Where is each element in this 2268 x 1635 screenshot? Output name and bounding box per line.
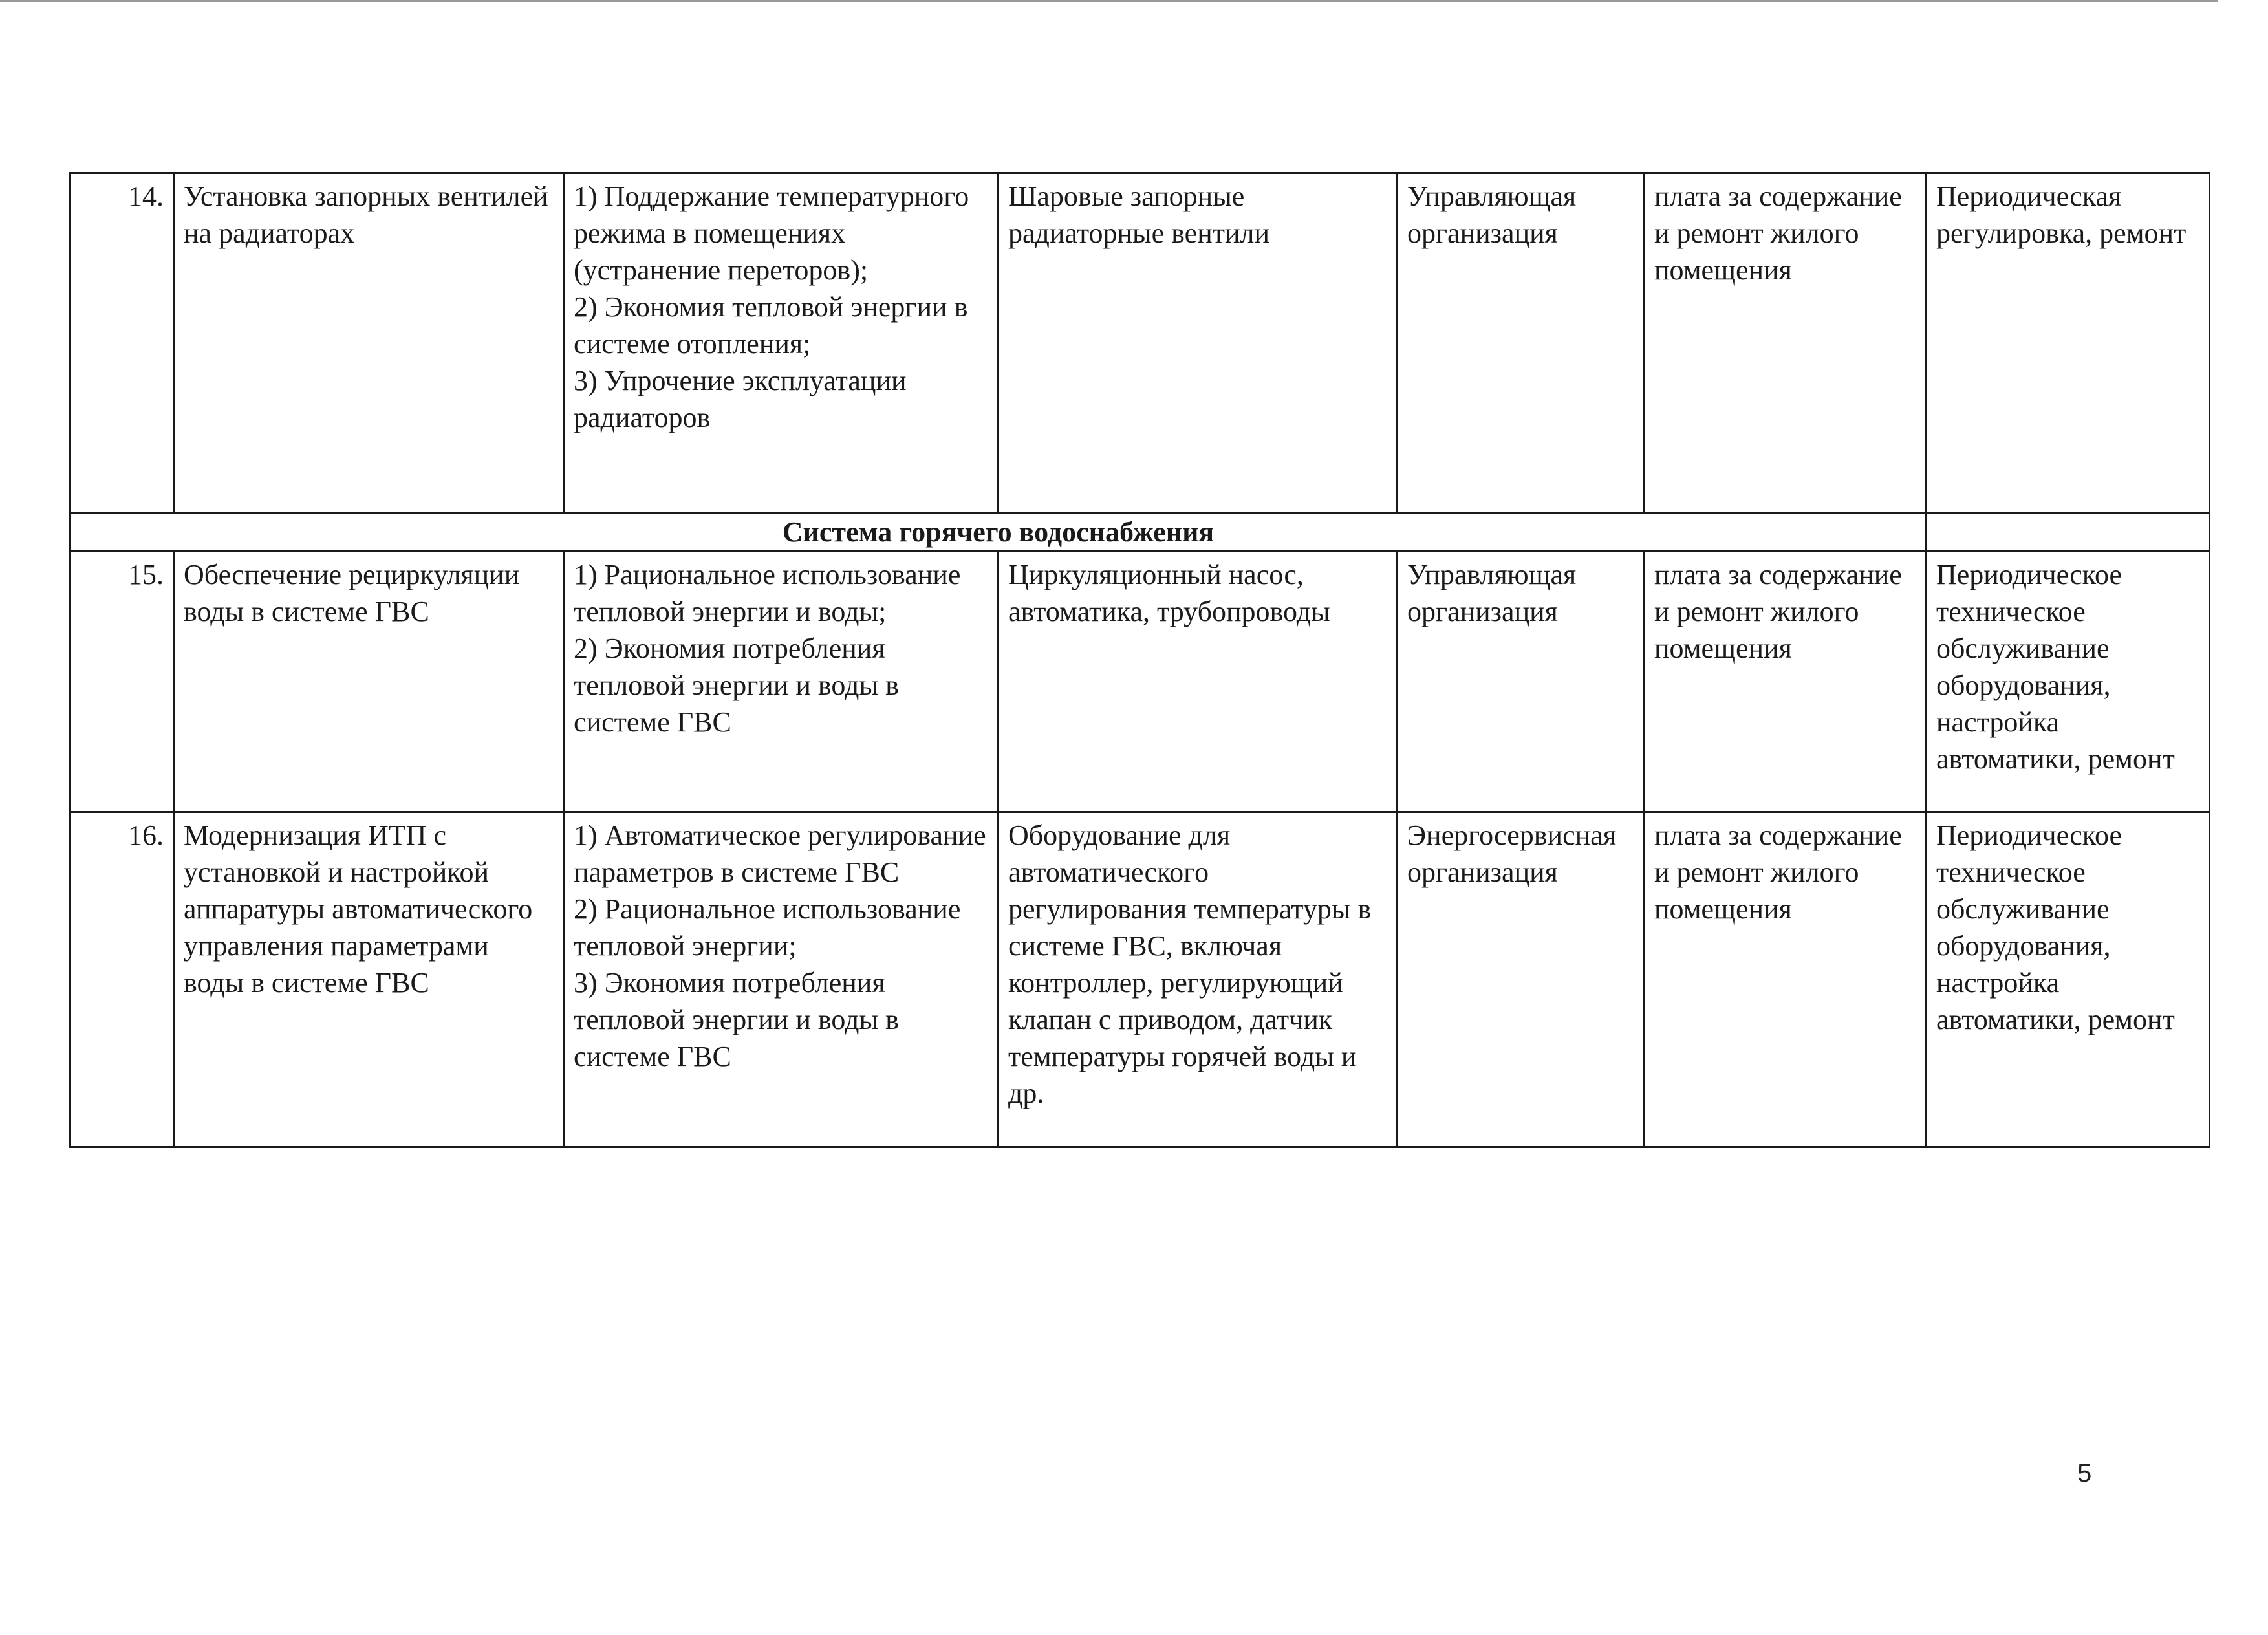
- row-number: 15.: [70, 552, 174, 812]
- row-number: 16.: [70, 812, 174, 1147]
- purpose-item: 2) Экономия тепловой энергии в системе отопления;: [574, 291, 968, 360]
- service-cell: Периодическая регулировка, ремонт: [1927, 173, 2210, 513]
- equipment-cell: Шаровые запорные радиаторные вентили: [999, 173, 1398, 513]
- section-title: Система горячего водоснабжения: [70, 513, 1927, 552]
- equipment-cell: Оборудование для автоматического регулирования температуры в системе ГВС, включая контроллер, регулирующий клапан с приводом, датчик температуры горячей воды и др.: [999, 812, 1398, 1147]
- measures-table: [69, 172, 2210, 1148]
- purpose-item: 2) Рациональное использование тепловой энергии;: [574, 893, 961, 962]
- table-row: [70, 812, 2210, 1147]
- scan-edge: [0, 0, 2218, 2]
- page-number: 5: [2077, 1459, 2092, 1488]
- measure-cell: Установка запорных вентилей на радиаторах: [174, 173, 564, 513]
- funding-cell: плата за содержание и ремонт жилого помещения: [1645, 173, 1927, 513]
- row-number: 14.: [70, 173, 174, 513]
- measure-cell: Обеспечение рециркуляции воды в системе ГВС: [174, 552, 564, 812]
- purpose-item: 1) Поддержание температурного режима в помещениях (устранение перетоpов);: [574, 180, 969, 286]
- purpose-cell: [564, 812, 999, 1147]
- executor-cell: Управляющая организация: [1398, 552, 1645, 812]
- section-empty-cell: [1927, 513, 2210, 552]
- purpose-cell: [564, 173, 999, 513]
- funding-cell: плата за содержание и ремонт жилого помещения: [1645, 552, 1927, 812]
- purpose-item: 3) Экономия потребления тепловой энергии и воды в системе ГВС: [574, 967, 899, 1072]
- funding-cell: плата за содержание и ремонт жилого помещения: [1645, 812, 1927, 1147]
- measure-cell: Модернизация ИТП с установкой и настройкой аппаратуры автоматического управления параметрами воды в системе ГВС: [174, 812, 564, 1147]
- equipment-cell: Циркуляционный насос, автоматика, трубопроводы: [999, 552, 1398, 812]
- purpose-item: 2) Экономия потребления тепловой энергии и воды в системе ГВС: [574, 633, 899, 738]
- table-row: [70, 552, 2210, 812]
- purpose-item: 1) Автоматическое регулирование параметров в системе ГВС: [574, 819, 986, 888]
- purpose-cell: [564, 552, 999, 812]
- purpose-item: 3) Упрочение эксплуатации радиаторов: [574, 365, 907, 433]
- service-cell: Периодическое техническое обслуживание оборудования, настройка автоматики, ремонт: [1927, 552, 2210, 812]
- table-row: [70, 173, 2210, 513]
- executor-cell: Управляющая организация: [1398, 173, 1645, 513]
- executor-cell: Энергосервисная организация: [1398, 812, 1645, 1147]
- purpose-item: 1) Рациональное использование тепловой энергии и воды;: [574, 559, 961, 627]
- section-row: [70, 513, 2210, 552]
- service-cell: Периодическое техническое обслуживание оборудования, настройка автоматики, ремонт: [1927, 812, 2210, 1147]
